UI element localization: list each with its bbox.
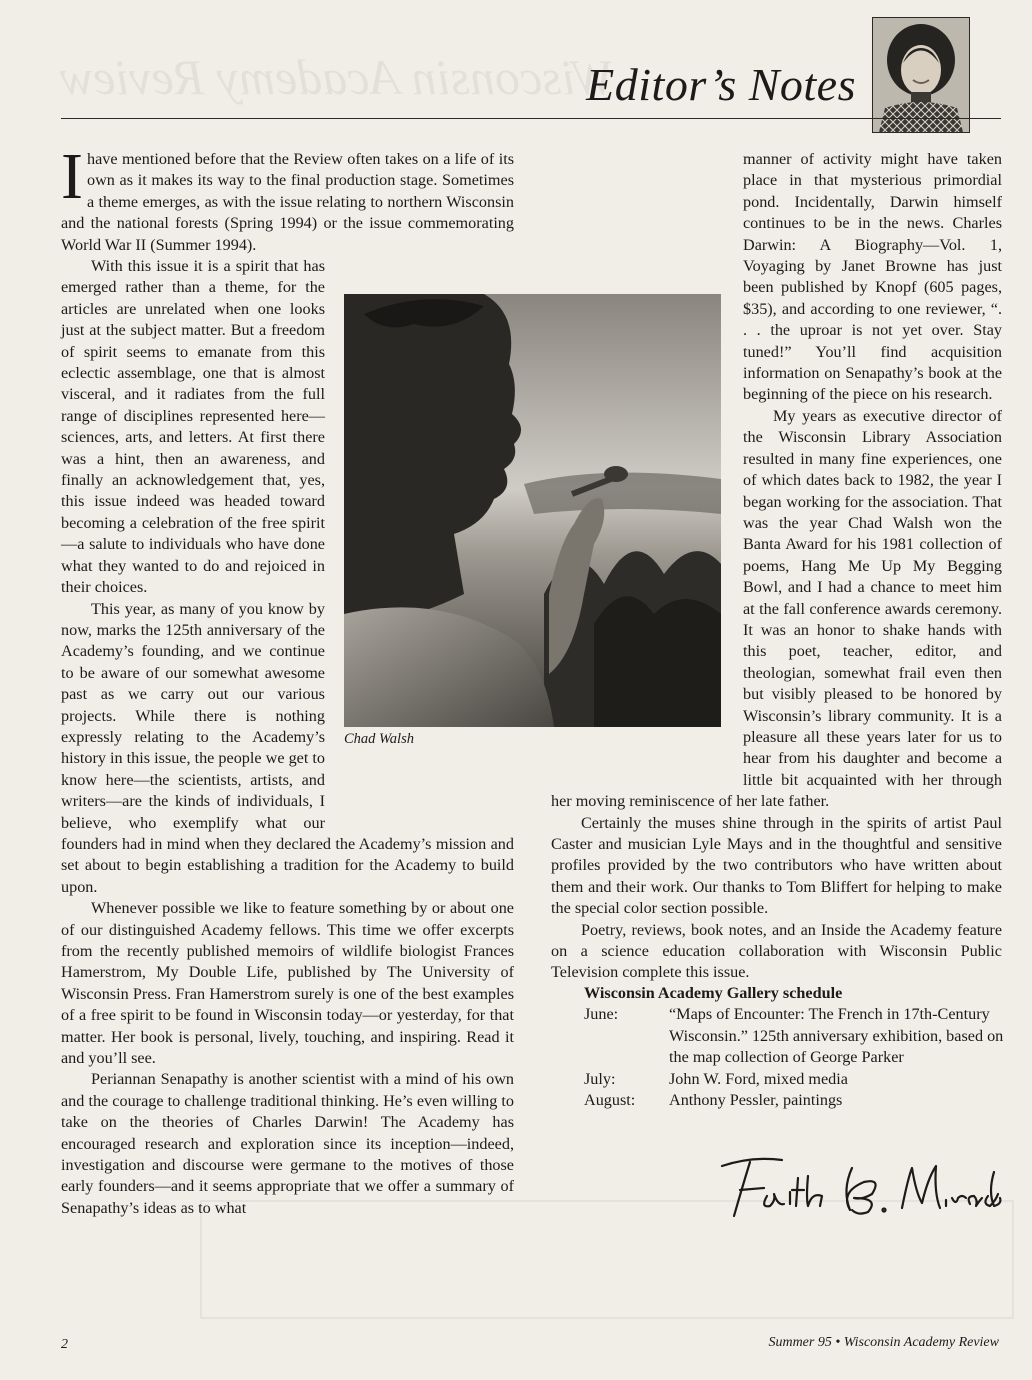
paragraph-spirit: With this issue it is a spirit that has emerged rather than a theme, for the articles are unrelated when one looks just at the subject matter. But a freedom of spirit seems to emanate from this eclectic assemblage, one that is almost visceral, and it radiates from the full range of disciplines represented here—sciences, arts, and letters. At first there was a hint, then an awareness, and finally an acknowledgement that, yes, this issue indeed was headed toward becoming a celebration of the free spirit—a salute to individuals who have done what they wanted to do and rejoiced in their choices. — [61, 257, 325, 597]
gallery-description: “Maps of Encounter: The French in 17th-Century Wisconsin.” 125th anniversary exhibition, based on the map collection of George Parker — [669, 1005, 1004, 1067]
paragraph-hamerstrom: Whenever possible we like to feature something by or about one of our distinguished Academy fellows. This time we offer excerpts from the recently published memoirs of wildlife biologist Frances Hamerstrom, My Double Life, published by The University of Wisconsin Press. Fran Hamerstrom surely is one of the best examples of a free spirit to be found in Wisconsin today—or yesterday, for that matter. Her book is personal, lively, touching, and inspiring. Read it and you’ll see. — [61, 899, 514, 1068]
gallery-month: June: — [584, 1005, 619, 1024]
paragraph-senapathy: Periannan Senapathy is another scientist with a mind of his own and the courage to challenge traditional thinking. He’s even willing to take on the theories of Charles Darwin! The Academy has encouraged research and exploration since its inception—indeed, investigation and discourse were germane to the motives of those early founders—and it seems appropriate that we offer a summary of Senapathy’s ideas as to what — [61, 1070, 514, 1217]
photo-wrap-space-right — [551, 244, 743, 776]
paragraph-muses: Certainly the muses shine through in the spirits of artist Paul Caster and musician Lyle Mays and in the thoughtful and sensitive profiles provided by the two contributors who have written about them and their work. Our thanks to Tom Bliffert for helping to make the special color section possible. — [551, 813, 1002, 918]
photo-caption: Chad Walsh — [344, 731, 414, 747]
gallery-schedule — [584, 983, 1004, 1111]
gallery-row — [584, 1069, 1004, 1090]
gallery-row — [584, 1090, 1004, 1111]
page-number: 2 — [61, 1337, 68, 1352]
gallery-description: Anthony Pessler, paintings — [669, 1091, 843, 1110]
gallery-description: John W. Ford, mixed media — [669, 1069, 848, 1088]
paragraph-contents: Poetry, reviews, book notes, and an Inside the Academy feature on a science education collaboration with Wisconsin Public Television complete this issue. — [551, 920, 1002, 982]
paragraph-intro: have mentioned before that the Review often takes on a life of its own as it makes its way to the final production stage. Sometimes a theme emerges, as with the issue relating to northern Wisconsin and the national forests (Spring 1994) or the issue commemorating World War II (Summer 1994). — [61, 150, 514, 254]
show-through-title: Wisconsin Academy Review — [60, 49, 615, 105]
page-title: Editor’s Notes — [586, 59, 856, 110]
editor-signature — [712, 1148, 1002, 1228]
paragraph-darwin: manner of activity might have taken place in that mysterious primordial pond. Incidentally, Darwin himself continues to be in the news. Charles Darwin: A Biography—Vol. 1, Voyaging by Janet Browne has just been published by Knopf (605 pages, $35), and according to one reviewer, “. . . the uproar is not yet over. Stay tuned!” You’ll find acquisition information on Senapathy’s book at the beginning of the piece on his research. — [743, 150, 1002, 404]
gallery-month: July: — [584, 1069, 616, 1088]
header-rule — [61, 118, 1001, 119]
drop-cap: I — [61, 140, 83, 213]
gallery-row — [584, 1004, 1004, 1068]
paragraph-walsh: My years as executive director of the Wisconsin Library Association resulted in many fine experiences, one of which dates back to 1982, the year I began working for the association. That was the year Chad Walsh won the Banta Award for his 1981 collection of poems, Hang Me Up My Begging Bowl, and I had a chance to meet him at the fall conference awards ceremony. It was an honor to shake hands with this poet, teacher, editor, and theologian, somewhat frail even then but visibly pleased to be honored by Wisconsin’s library community. It is a pleasure all these years later for us to hear from his daughter and become a little bit acquainted with her through her moving reminiscence of her late father. — [551, 406, 1002, 811]
paragraph-anniversary: This year, as many of you know by now, marks the 125th anniversary of the Academy’s founding, and we continue to be aware of our somewhat awesome past as we carry out our various projects. While there is nothing expressly relating to the Academy’s history in this issue, the people we get to know here—the scientists, artists, and writers—are the kinds of individuals, I believe, who exemplify what our founders had in mind when they declared the Academy’s mission and set about to begin establishing a tradition for the Academy to build upon. — [61, 599, 514, 896]
right-column — [551, 149, 1002, 984]
issue-footer: Summer 95 • Wisconsin Academy Review — [768, 1335, 999, 1350]
gallery-month: August: — [584, 1091, 636, 1110]
left-column — [61, 140, 514, 256]
gallery-title: Wisconsin Academy Gallery schedule — [584, 984, 843, 1002]
editor-portrait — [872, 17, 970, 133]
